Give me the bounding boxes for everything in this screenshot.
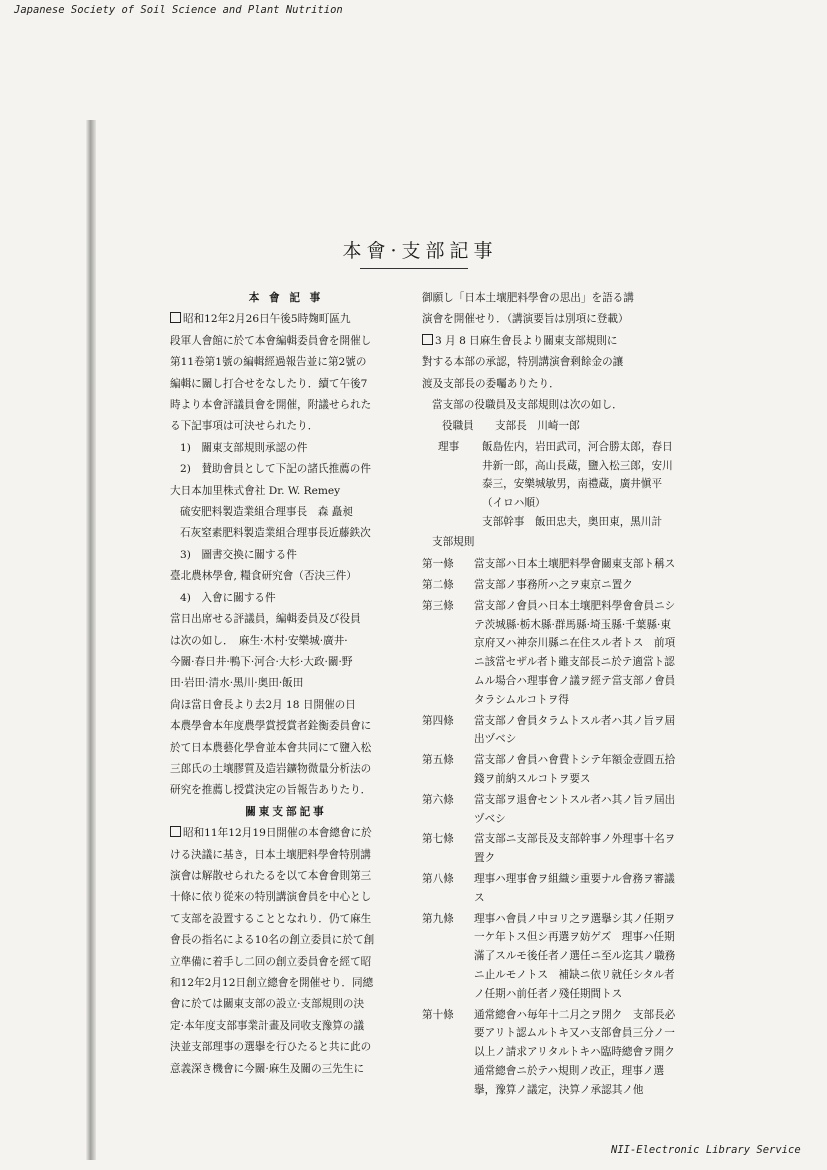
article — [422, 597, 678, 710]
article-text: 通常總會ハ毎年十二月之ヲ開ク 支部長必要アリト認ムルトキ又ハ支部會員三分ノ一以上ノ請求アリタルトキハ臨時總會ヲ開ク 通常總會ニ於テハ規則ノ改正，理事ノ選擧，豫算ノ議定，決算ノ承認其ノ他 — [474, 1008, 686, 1096]
article-number: 第七條 — [422, 833, 454, 846]
box-mark-icon — [422, 334, 433, 345]
staff-text: 飯島佐内，岩田武司，河合勝太郎，春日井新一郎，高山長蔵，鹽入松三郎，安川泰三，安樂城敏男，南禮蔵，廣井愼平（イロハ順） — [482, 440, 673, 510]
agenda-subitem: 大日本加里株式會社 Dr. W. Remey — [170, 484, 341, 497]
section-heading-main: 本 會 記 事 — [248, 292, 324, 304]
paragraph-line: 段軍人會館に於て本會編輯委員會を開催し — [170, 334, 372, 347]
article-number: 第九條 — [422, 912, 454, 925]
staff-directors — [422, 438, 678, 513]
article-number: 第三條 — [422, 599, 454, 612]
article-number: 第五條 — [422, 754, 454, 767]
article-number: 第四條 — [422, 714, 454, 727]
paragraph-line: 編輯に關し打合せをなしたり．續て午後7 — [170, 377, 368, 390]
agenda-subitem: 臺北農林學會, 糧食研究會（否決三件） — [170, 570, 357, 583]
article-text: 當支部ノ會員タラムトスル者ハ其ノ旨ヲ屆出ヅベシ — [474, 714, 676, 746]
agenda-item: 2) 賛助會員として下記の諸氏推薦の件 — [180, 463, 371, 476]
article — [422, 712, 678, 750]
paragraph-line: 和12年2月12日創立總會を開催せり．同總 — [170, 977, 374, 989]
article — [422, 910, 678, 1004]
agenda-subitem: 硫安肥料製造業組合理事長 森 矗昶 — [180, 506, 353, 519]
scan-binding-edge — [86, 120, 96, 1160]
article — [422, 751, 678, 789]
article-number: 第八條 — [422, 872, 454, 885]
article — [422, 791, 678, 829]
rules-title: 支部規則 — [432, 535, 475, 548]
box-mark-icon — [170, 826, 181, 837]
title-underline — [360, 268, 468, 269]
section-heading-kanto: 關東支部記事 — [245, 805, 327, 818]
staff-text: 支部幹事 飯田忠夫，奥田東，黑川計 — [482, 516, 663, 529]
paragraph-line: 演會を開催せり．（講演要旨は別項に登載） — [422, 313, 629, 326]
paragraph-line: 昭和11年12月19日開催の本會總會に於 — [170, 823, 402, 844]
paragraph-line: 本農學會本年度農學賞授賞者銓衡委員會に — [170, 720, 372, 733]
paragraph-line: 3 月 8 日麻生會長より關東支部規則に — [422, 331, 678, 352]
paragraph-line: 御願し「日本土壤肥料學會の思出」を語る講 — [422, 292, 634, 304]
paragraph-line: 會に於ては關東支部の設立·支部規則の決 — [170, 998, 365, 1011]
article — [422, 870, 678, 908]
paragraph-line: 演會は解散せられたるを以て本會會則第三 — [170, 869, 372, 882]
paragraph-line: 研究を推薦し授賞決定の旨報告ありたり． — [170, 784, 372, 797]
paragraph-line: 對する本部の承認，特別講演會剩餘金の讓 — [422, 356, 624, 369]
article — [422, 555, 678, 574]
paragraph-line: 尙ほ當日會長より去2月 18 日開催の日 — [170, 698, 356, 711]
article-number: 第六條 — [422, 793, 454, 806]
agenda-item: 1) 關東支部規則承認の件 — [180, 441, 308, 454]
staff-label: 理事 — [438, 440, 460, 453]
article-text: 當支部ニ支部長及支部幹事ノ外理事十名ヲ置ク — [474, 833, 676, 865]
article-text: 當支部ヲ退會セントスル者ハ其ノ旨ヲ屆出ヅベシ — [474, 793, 676, 825]
article — [422, 1006, 686, 1100]
staff-secretaries — [422, 513, 678, 532]
paragraph-line: 三郎氏の土壤膠質及造岩鑛物微量分析法の — [170, 762, 372, 775]
article-text: 當支部ノ會員ハ日本土壤肥料學會會員ニシテ茨城縣·栃木縣·群馬縣·埼玉縣·千葉縣·東京府又ハ神奈川縣ニ在住スル者トス 前項ニ該當セザル者ト雖支部長ニ於テ適當ト認ムル場合ハ理事會ノ議ヲ經テ當支部ノ會員タラシムルコトヲ得 — [474, 599, 676, 706]
article — [422, 576, 678, 595]
officers-line: 役職員 支部長 川崎一郎 — [442, 420, 580, 433]
agenda-item: 3) 圖書交換に關する件 — [180, 548, 297, 561]
paragraph-line: 田·岩田·清水·黑川·奥田·飯田 — [170, 677, 304, 690]
article-number: 第十條 — [422, 1008, 454, 1021]
article-text: 當支部ハ日本土壤肥料學會關東支部ト稱ス — [474, 558, 676, 571]
paragraph-line: 當日出席せる評議員，編輯委員及び役員 — [170, 613, 361, 626]
left-column — [170, 288, 402, 1080]
paragraph-line: 定·本年度支部事業計畫及同收支豫算の議 — [170, 1019, 365, 1032]
page-title: 本會·支部記事 — [342, 240, 498, 262]
paragraph-line: は次の如し． 麻生·木村·安樂城·廣井· — [170, 634, 348, 647]
paragraph-line: 會長の指名による10名の創立委員に於て創 — [170, 934, 375, 947]
paragraph-line: 第11卷第1號の編輯經過報告並に第2號の — [170, 356, 367, 369]
article-number: 第二條 — [422, 579, 454, 592]
article-text: 理事ハ理事會ヲ組織シ重要ナル會務ヲ審議ス — [474, 872, 675, 904]
paragraph-line: る下記事項は可決せられたり． — [170, 420, 319, 433]
article-text: 當支部ノ會員ハ會費トシテ年額金壹圓五拾錢ヲ前納スルコトヲ要ス — [474, 754, 676, 785]
agenda-item: 4) 入會に關する件 — [180, 591, 276, 604]
paragraph-line: 當支部の役職員及支部規則は次の如し． — [432, 399, 623, 412]
running-header: Japanese Society of Soil Science and Plant Nutrition — [14, 4, 343, 16]
paragraph-line: 渡及支部長の委囑ありたり． — [422, 377, 560, 390]
paragraph-line: 意義深き機會に今關·麻生及關の三先生に — [170, 1062, 365, 1075]
paragraph-line: 十條に依り從來の特別講演會員を中心とし — [170, 891, 372, 904]
paragraph-line: 今關·春日井·鴨下·河合·大杉·大政·關·野 — [170, 655, 353, 668]
article-text: 當支部ノ事務所ハ之ヲ東京ニ置ク — [474, 579, 633, 592]
paragraph-line: 時より本會評議員會を開催，附議せられた — [170, 399, 372, 412]
running-footer: NII-Electronic Library Service — [611, 1144, 801, 1156]
article-text: 理事ハ會員ノ中ヨリ之ヲ選擧シ其ノ任期ヲ一ケ年トス但シ再選ヲ妨ゲズ 理事ハ任期滿了スルモ後任者ノ選任ニ至ル迄其ノ職務ニ止ルモノトス 補缺ニ依リ就任シタル者ノ任期ハ前任者ノ殘任期間トス — [474, 912, 676, 1000]
right-column — [422, 288, 686, 1100]
paragraph-line: 決並支部理事の選擧を行ひたると共に此の — [170, 1041, 372, 1054]
box-mark-icon — [170, 312, 181, 323]
paragraph-line: 昭和12年2月26日午後5時麹町區九 — [170, 309, 402, 330]
paragraph-line: 於て日本農藝化學會並本會共同にて鹽入松 — [170, 741, 372, 754]
paragraph-line: ける決議に基き，日本土壤肥料學會特別講 — [170, 848, 371, 861]
article — [422, 830, 678, 868]
agenda-subitem: 石灰窒素肥料製造業組合理事長近藤鉄次 — [180, 527, 371, 540]
article-number: 第一條 — [422, 558, 454, 571]
staff-label — [422, 513, 482, 532]
paragraph-line: 立準備に着手し二回の創立委員會を經て昭 — [170, 955, 372, 968]
paragraph-line: て支部を設置することとなれり．仍て麻生 — [170, 912, 372, 925]
